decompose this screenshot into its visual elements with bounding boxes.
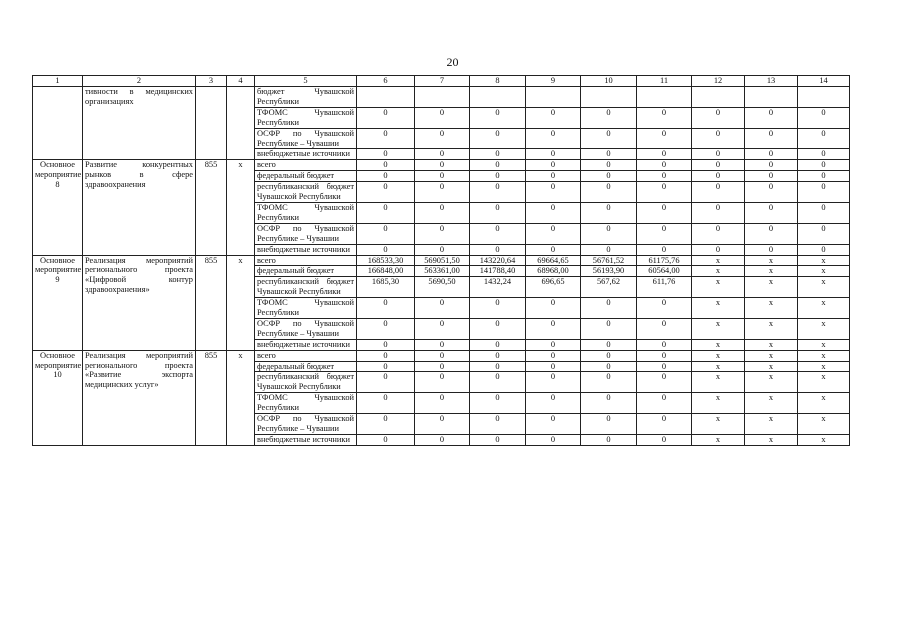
- funding-source-cell: ТФОМС Чувашской Республики: [255, 298, 357, 319]
- value-cell: 0: [637, 160, 692, 171]
- value-cell: 0: [470, 434, 526, 445]
- value-cell: х: [798, 266, 850, 277]
- value-cell: 0: [526, 160, 581, 171]
- value-cell: х: [745, 298, 798, 319]
- value-cell: 0: [581, 244, 637, 255]
- value-cell: х: [692, 393, 745, 414]
- funding-source-cell: ОСФР по Чувашской Республике – Чувашии: [255, 414, 357, 435]
- column-header-row: [33, 76, 850, 87]
- value-cell: 0: [526, 339, 581, 350]
- value-cell: 0: [637, 339, 692, 350]
- value-cell: 0: [415, 434, 470, 445]
- event-name-cell: Реализация мероприятий регионального проекта «Развитие экспорта медицинских услуг»: [83, 350, 196, 445]
- event-code-cell: [33, 87, 83, 160]
- value-cell: 0: [357, 128, 415, 149]
- column-header: 11: [637, 76, 692, 87]
- value-cell: х: [692, 361, 745, 372]
- value-cell: х: [692, 414, 745, 435]
- funding-source-cell: республиканский бюджет Чувашской Республики: [255, 277, 357, 298]
- value-cell: 0: [357, 414, 415, 435]
- value-cell: 0: [470, 361, 526, 372]
- value-cell: 0: [415, 393, 470, 414]
- value-cell: 0: [692, 202, 745, 223]
- value-cell: х: [745, 414, 798, 435]
- value-cell: 0: [470, 372, 526, 393]
- value-cell: х: [745, 255, 798, 266]
- value-cell: 0: [415, 223, 470, 244]
- value-cell: 0: [692, 149, 745, 160]
- code-cell: х: [227, 255, 255, 350]
- value-cell: 1432,24: [470, 277, 526, 298]
- value-cell: 141788,40: [470, 266, 526, 277]
- column-header: 9: [526, 76, 581, 87]
- value-cell: [581, 87, 637, 108]
- funding-table: [32, 75, 850, 446]
- value-cell: 0: [798, 107, 850, 128]
- value-cell: 0: [357, 318, 415, 339]
- value-cell: 0: [357, 298, 415, 319]
- value-cell: [526, 87, 581, 108]
- column-header: 4: [227, 76, 255, 87]
- value-cell: 60564,00: [637, 266, 692, 277]
- value-cell: 0: [357, 372, 415, 393]
- value-cell: 0: [470, 339, 526, 350]
- value-cell: 0: [745, 107, 798, 128]
- value-cell: 0: [357, 393, 415, 414]
- value-cell: 0: [637, 182, 692, 203]
- event-code-cell: Основное мероприятие 9: [33, 255, 83, 350]
- value-cell: [357, 87, 415, 108]
- value-cell: 0: [415, 128, 470, 149]
- value-cell: х: [798, 298, 850, 319]
- value-cell: 0: [526, 434, 581, 445]
- value-cell: х: [692, 277, 745, 298]
- funding-source-cell: внебюджетные источники: [255, 434, 357, 445]
- funding-source-cell: внебюджетные источники: [255, 149, 357, 160]
- ministry-code-cell: 855: [196, 255, 227, 350]
- value-cell: [745, 87, 798, 108]
- value-cell: 0: [357, 202, 415, 223]
- column-header: 14: [798, 76, 850, 87]
- value-cell: 1685,30: [357, 277, 415, 298]
- column-header: 5: [255, 76, 357, 87]
- value-cell: х: [692, 372, 745, 393]
- ministry-code-cell: 855: [196, 350, 227, 445]
- funding-source-cell: внебюджетные источники: [255, 244, 357, 255]
- value-cell: х: [692, 255, 745, 266]
- value-cell: х: [692, 339, 745, 350]
- value-cell: 61175,76: [637, 255, 692, 266]
- column-header: 10: [581, 76, 637, 87]
- value-cell: 0: [415, 414, 470, 435]
- column-header: 3: [196, 76, 227, 87]
- value-cell: 0: [526, 372, 581, 393]
- column-header: 2: [83, 76, 196, 87]
- value-cell: 0: [637, 107, 692, 128]
- value-cell: 611,76: [637, 277, 692, 298]
- value-cell: 0: [637, 414, 692, 435]
- value-cell: 0: [745, 149, 798, 160]
- value-cell: х: [745, 266, 798, 277]
- value-cell: 0: [798, 171, 850, 182]
- value-cell: х: [745, 318, 798, 339]
- value-cell: 68968,00: [526, 266, 581, 277]
- value-cell: 0: [357, 182, 415, 203]
- funding-source-cell: федеральный бюджет: [255, 361, 357, 372]
- value-cell: 0: [692, 107, 745, 128]
- value-cell: 0: [745, 202, 798, 223]
- value-cell: 0: [637, 393, 692, 414]
- value-cell: 0: [637, 128, 692, 149]
- value-cell: 0: [745, 223, 798, 244]
- value-cell: 0: [470, 350, 526, 361]
- event-name-cell: Развитие конкурентных рынков в сфере здравоохранения: [83, 160, 196, 255]
- value-cell: х: [692, 350, 745, 361]
- funding-source-cell: ОСФР по Чувашской Республике – Чувашии: [255, 223, 357, 244]
- value-cell: 0: [415, 149, 470, 160]
- value-cell: 0: [692, 160, 745, 171]
- value-cell: х: [745, 361, 798, 372]
- value-cell: 569051,50: [415, 255, 470, 266]
- value-cell: 0: [526, 350, 581, 361]
- value-cell: 0: [357, 107, 415, 128]
- funding-source-cell: республиканский бюджет Чувашской Республики: [255, 182, 357, 203]
- value-cell: 0: [581, 298, 637, 319]
- table-row: [33, 87, 850, 108]
- value-cell: 0: [470, 107, 526, 128]
- funding-source-cell: ТФОМС Чувашской Республики: [255, 107, 357, 128]
- value-cell: х: [798, 361, 850, 372]
- funding-source-cell: бюджет Чувашской Республики: [255, 87, 357, 108]
- value-cell: 0: [581, 149, 637, 160]
- value-cell: 0: [637, 350, 692, 361]
- value-cell: х: [798, 318, 850, 339]
- value-cell: 0: [745, 244, 798, 255]
- value-cell: 0: [581, 361, 637, 372]
- value-cell: 0: [745, 171, 798, 182]
- value-cell: 0: [470, 202, 526, 223]
- funding-source-cell: федеральный бюджет: [255, 171, 357, 182]
- value-cell: 0: [581, 171, 637, 182]
- value-cell: 0: [581, 202, 637, 223]
- value-cell: 0: [581, 350, 637, 361]
- value-cell: 0: [526, 318, 581, 339]
- table-row: [33, 255, 850, 266]
- value-cell: 696,65: [526, 277, 581, 298]
- table-body: [33, 87, 850, 446]
- ministry-code-cell: 855: [196, 160, 227, 255]
- value-cell: 0: [581, 372, 637, 393]
- value-cell: 0: [637, 372, 692, 393]
- value-cell: 0: [692, 128, 745, 149]
- value-cell: 0: [526, 244, 581, 255]
- table-row: [33, 350, 850, 361]
- value-cell: 56761,52: [581, 255, 637, 266]
- value-cell: 0: [470, 318, 526, 339]
- value-cell: 0: [581, 434, 637, 445]
- value-cell: 0: [470, 149, 526, 160]
- funding-source-cell: ТФОМС Чувашской Республики: [255, 393, 357, 414]
- value-cell: 0: [415, 107, 470, 128]
- value-cell: 0: [581, 182, 637, 203]
- value-cell: 0: [415, 298, 470, 319]
- value-cell: х: [745, 339, 798, 350]
- value-cell: 0: [526, 202, 581, 223]
- value-cell: 0: [470, 244, 526, 255]
- value-cell: 0: [637, 149, 692, 160]
- page-number: 20: [446, 55, 459, 69]
- funding-source-cell: всего: [255, 350, 357, 361]
- value-cell: 69664,65: [526, 255, 581, 266]
- value-cell: 0: [415, 160, 470, 171]
- funding-source-cell: всего: [255, 160, 357, 171]
- value-cell: х: [692, 318, 745, 339]
- value-cell: 0: [526, 149, 581, 160]
- value-cell: 0: [581, 318, 637, 339]
- value-cell: 168533,30: [357, 255, 415, 266]
- value-cell: 0: [415, 339, 470, 350]
- value-cell: 0: [470, 298, 526, 319]
- value-cell: 0: [745, 182, 798, 203]
- value-cell: 0: [798, 160, 850, 171]
- value-cell: [692, 87, 745, 108]
- funding-source-cell: федеральный бюджет: [255, 266, 357, 277]
- value-cell: 0: [637, 434, 692, 445]
- value-cell: 0: [415, 171, 470, 182]
- value-cell: 0: [526, 361, 581, 372]
- value-cell: 0: [526, 171, 581, 182]
- value-cell: 0: [692, 223, 745, 244]
- value-cell: 0: [798, 149, 850, 160]
- funding-source-cell: ОСФР по Чувашской Республике – Чувашии: [255, 318, 357, 339]
- value-cell: 0: [357, 244, 415, 255]
- value-cell: 166848,00: [357, 266, 415, 277]
- value-cell: 0: [526, 414, 581, 435]
- funding-source-cell: внебюджетные источники: [255, 339, 357, 350]
- value-cell: 0: [415, 361, 470, 372]
- value-cell: х: [745, 277, 798, 298]
- code-cell: х: [227, 350, 255, 445]
- value-cell: 0: [526, 298, 581, 319]
- value-cell: х: [798, 393, 850, 414]
- value-cell: [415, 87, 470, 108]
- value-cell: 0: [415, 202, 470, 223]
- value-cell: 0: [357, 160, 415, 171]
- value-cell: 0: [526, 223, 581, 244]
- value-cell: 0: [745, 160, 798, 171]
- value-cell: 0: [798, 182, 850, 203]
- value-cell: 0: [415, 318, 470, 339]
- funding-source-cell: ОСФР по Чувашской Республике – Чувашии: [255, 128, 357, 149]
- value-cell: 0: [581, 160, 637, 171]
- value-cell: [637, 87, 692, 108]
- value-cell: 0: [745, 128, 798, 149]
- value-cell: 0: [526, 107, 581, 128]
- value-cell: 0: [470, 160, 526, 171]
- value-cell: 143220,64: [470, 255, 526, 266]
- value-cell: 0: [581, 414, 637, 435]
- value-cell: 0: [470, 171, 526, 182]
- value-cell: [798, 87, 850, 108]
- event-name-cell: тивности в медицинских организациях: [83, 87, 196, 160]
- funding-source-cell: ТФОМС Чувашской Республики: [255, 202, 357, 223]
- value-cell: 5690,50: [415, 277, 470, 298]
- value-cell: х: [692, 298, 745, 319]
- value-cell: х: [745, 434, 798, 445]
- value-cell: 0: [470, 223, 526, 244]
- value-cell: х: [798, 255, 850, 266]
- value-cell: х: [745, 393, 798, 414]
- value-cell: 0: [526, 128, 581, 149]
- value-cell: 0: [581, 339, 637, 350]
- value-cell: 0: [581, 128, 637, 149]
- value-cell: 0: [357, 149, 415, 160]
- value-cell: 0: [526, 182, 581, 203]
- funding-source-cell: всего: [255, 255, 357, 266]
- value-cell: 0: [581, 107, 637, 128]
- value-cell: 0: [637, 171, 692, 182]
- value-cell: 0: [692, 244, 745, 255]
- value-cell: 0: [637, 223, 692, 244]
- value-cell: 0: [637, 361, 692, 372]
- value-cell: 0: [357, 223, 415, 244]
- value-cell: 0: [581, 393, 637, 414]
- value-cell: 567,62: [581, 277, 637, 298]
- value-cell: 0: [798, 223, 850, 244]
- value-cell: 0: [470, 182, 526, 203]
- funding-source-cell: республиканский бюджет Чувашской Республики: [255, 372, 357, 393]
- value-cell: 0: [637, 202, 692, 223]
- code-cell: х: [227, 160, 255, 255]
- value-cell: 56193,90: [581, 266, 637, 277]
- value-cell: 0: [415, 182, 470, 203]
- column-header: 6: [357, 76, 415, 87]
- value-cell: х: [798, 350, 850, 361]
- value-cell: х: [798, 339, 850, 350]
- column-header: 1: [33, 76, 83, 87]
- value-cell: 0: [357, 434, 415, 445]
- column-header: 13: [745, 76, 798, 87]
- value-cell: 0: [357, 350, 415, 361]
- column-header: 8: [470, 76, 526, 87]
- value-cell: 0: [637, 318, 692, 339]
- event-name-cell: Реализация мероприятий регионального проекта «Цифровой контур здравоохранения»: [83, 255, 196, 350]
- value-cell: 0: [357, 361, 415, 372]
- table-row: [33, 160, 850, 171]
- value-cell: 0: [415, 244, 470, 255]
- value-cell: 0: [470, 128, 526, 149]
- value-cell: [470, 87, 526, 108]
- value-cell: 0: [798, 202, 850, 223]
- value-cell: 0: [415, 350, 470, 361]
- value-cell: х: [798, 372, 850, 393]
- value-cell: 0: [637, 244, 692, 255]
- value-cell: 0: [470, 414, 526, 435]
- value-cell: 0: [798, 128, 850, 149]
- value-cell: 0: [692, 171, 745, 182]
- event-code-cell: Основное мероприятие 10: [33, 350, 83, 445]
- value-cell: х: [692, 434, 745, 445]
- value-cell: 0: [357, 339, 415, 350]
- value-cell: 0: [798, 244, 850, 255]
- value-cell: х: [798, 277, 850, 298]
- value-cell: 0: [526, 393, 581, 414]
- column-header: 12: [692, 76, 745, 87]
- value-cell: х: [745, 372, 798, 393]
- value-cell: 563361,00: [415, 266, 470, 277]
- event-code-cell: Основное мероприятие 8: [33, 160, 83, 255]
- value-cell: х: [692, 266, 745, 277]
- value-cell: х: [798, 434, 850, 445]
- value-cell: 0: [415, 372, 470, 393]
- value-cell: х: [745, 350, 798, 361]
- code-cell: [227, 87, 255, 160]
- value-cell: 0: [637, 298, 692, 319]
- value-cell: 0: [470, 393, 526, 414]
- value-cell: х: [798, 414, 850, 435]
- value-cell: 0: [692, 182, 745, 203]
- ministry-code-cell: [196, 87, 227, 160]
- column-header: 7: [415, 76, 470, 87]
- value-cell: 0: [581, 223, 637, 244]
- value-cell: 0: [357, 171, 415, 182]
